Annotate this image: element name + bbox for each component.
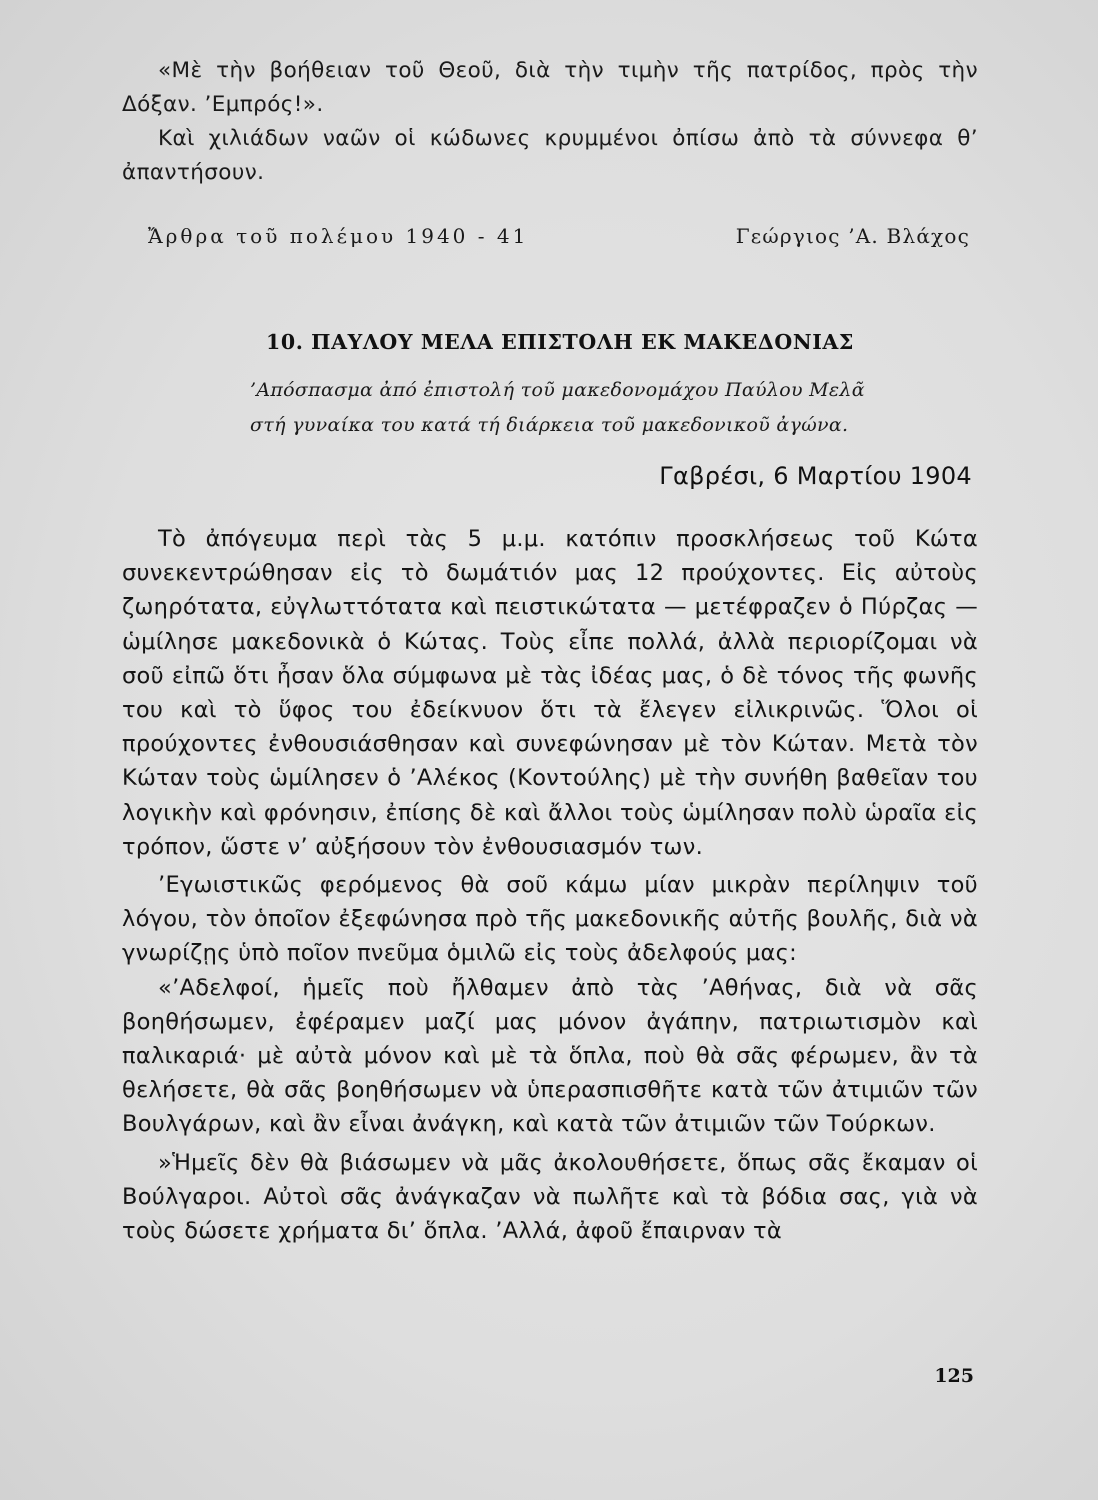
letter-paragraph-2: ’Εγωιστικῶς φερόμενος θὰ σοῦ κάμω μίαν μικρὰν περίληψιν τοῦ λόγου, τὸν ὁποῖον ἐξεφώνησα πρὸ τῆς μακεδονικῆς αὐτῆς βουλῆς, διὰ νὰ γνωρίζῃς ὑπὸ ποῖον πνεῦμα ὁμιλῶ εἰς τοὺς ἀδελφούς μας: xyxy=(122,872,978,967)
letter-paragraph-4: »Ἡμεῖς δὲν θὰ βιάσωμεν νὰ μᾶς ἀκολουθήσετε, ὅπως σᾶς ἔκαμαν οἱ Βούλγαροι. Αὐτοὶ σᾶς ἀνάγκαζαν νὰ πωλῆτε καὶ τὰ βόδια σας, γιὰ νὰ τοὺς δώσετε χρήματα δι’ ὅπλα. ’Αλλά, ἀφοῦ ἔπαιρναν τὰ xyxy=(122,1149,978,1245)
excerpt-note xyxy=(250,373,974,443)
section-heading: 10. ΠΑΥΛΟΥ ΜΕΛΑ ΕΠΙΣΤΟΛΗ ΕΚ ΜΑΚΕΔΟΝΙΑΣ xyxy=(265,330,854,354)
continuation-paragraph-2: Καὶ χιλιάδων ναῶν οἱ κώδωνες κρυμμένοι ὀπίσω ἀπὸ τὰ σύννεφα θ’ ἀπαντήσουν. xyxy=(122,126,978,185)
source-title: Ἄρθρα τοῦ πολέμου 1940 - 41 xyxy=(148,224,529,248)
page-number: 125 xyxy=(934,1365,974,1387)
continuation-paragraph-1: «Μὲ τὴν βοήθειαν τοῦ Θεοῦ, διὰ τὴν τιμὴν τῆς πατρίδος, πρὸς τὴν Δόξαν. ’Εμπρός!». xyxy=(122,58,978,117)
excerpt-line-2: στή γυναίκα του κατά τή διάρκεια τοῦ μακεδονικοῦ ἀγώνα. xyxy=(250,414,849,436)
letter-body xyxy=(122,522,978,1248)
letter-dateline: Γαβρέσι, 6 Μαρτίου 1904 xyxy=(659,462,972,490)
letter-paragraph-1: Τὸ ἀπόγευμα περὶ τὰς 5 μ.μ. κατόπιν προσκλήσεως τοῦ Κώτα συνεκεντρώθησαν εἰς τὸ δωμάτιόν μας 12 προύχοντες. Εἰς αὐτοὺς ζωηρότατα, εὐγλωττότατα καὶ πειστικώτατα — μετέφραζεν ὁ Πύρζας — ὡμίλησε μακεδονικὰ ὁ Κώτας. Τοὺς εἶπε πολλά, ἀλλὰ περιορίζομαι νὰ σοῦ εἰπῶ ὅτι ἦσαν ὅλα σύμφωνα μὲ τὰς ἰδέας μας, ὁ δὲ τόνος τῆς φωνῆς του καὶ τὸ ὕφος του ἐδείκνυον ὅτι τὰ ἔλεγεν εἰλικρινῶς. Ὅλοι οἱ προύχοντες ἐνθουσιάσθησαν καὶ συνεφώνησαν μὲ τὸν Κώταν. Μετὰ τὸν Κώταν τοὺς ὡμίλησεν ὁ ’Αλέκος (Κοντούλης) μὲ τὴν συνήθη βαθεῖαν του λογικὴν καὶ φρόνησιν, ἐπίσης δὲ καὶ ἄλλοι τοὺς ὡμίλησαν πολὺ ὡραῖα εἰς τρόπον, ὥστε ν’ αὐξήσουν τὸν ἐνθουσιασμόν των. xyxy=(122,526,978,860)
source-attribution xyxy=(148,224,970,248)
previous-text-continuation xyxy=(122,54,978,190)
excerpt-line-1: ’Απόσπασμα ἀπό ἐπιστολή τοῦ μακεδονομάχου Παύλου Μελᾶ xyxy=(250,379,865,401)
source-author: Γεώργιος ’Α. Βλάχος xyxy=(735,224,970,248)
letter-paragraph-3: «’Αδελφοί, ἡμεῖς ποὺ ἤλθαμεν ἀπὸ τὰς ’Αθήνας, διὰ νὰ σᾶς βοηθήσωμεν, ἐφέραμεν μαζί μας μόνον ἀγάπην, πατριωτισμὸν καὶ παλικαριά· μὲ αὐτὰ μόνον καὶ μὲ τὰ ὅπλα, ποὺ θὰ σᾶς φέρωμεν, ἂν τὰ θελήσετε, θὰ σᾶς βοηθήσωμεν νὰ ὑπερασπισθῆτε κατὰ τῶν ἀτιμιῶν τῶν Βουλγάρων, καὶ ἂν εἶναι ἀνάγκη, καὶ κατὰ τῶν ἀτιμιῶν τῶν Τούρκων. xyxy=(122,974,978,1138)
